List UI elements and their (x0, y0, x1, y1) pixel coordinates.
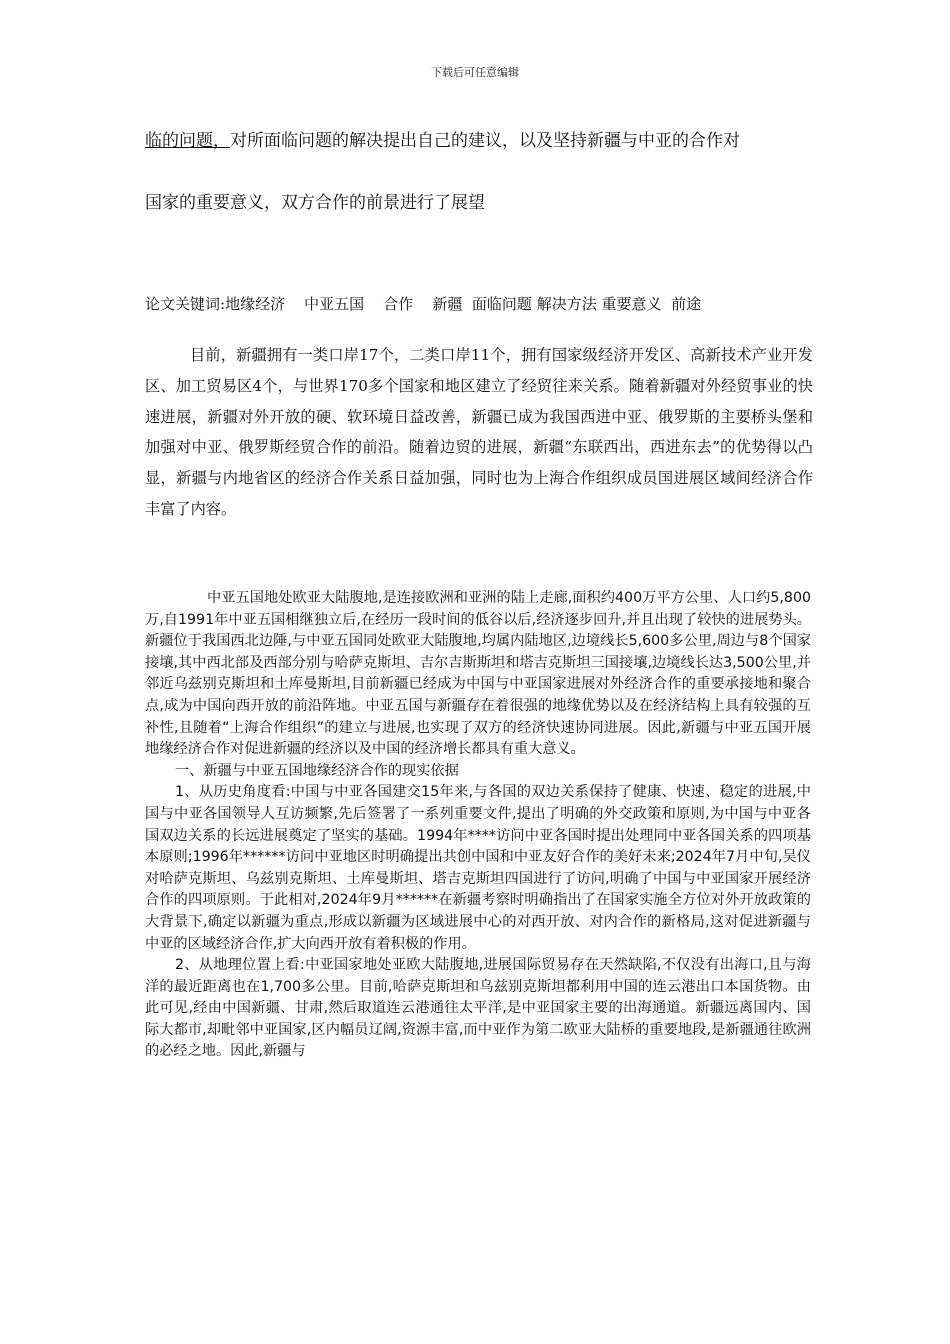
keyword-item: 中亚五国 (304, 295, 365, 313)
main-body (145, 588, 811, 1063)
keyword-item: 解决方法 (536, 295, 597, 313)
abstract-line-2: 国家的重要意义，双方合作的前景进行了展望 (145, 193, 485, 213)
keyword-item: 重要意义 (601, 295, 662, 313)
keyword-item: 合作 (383, 295, 414, 313)
keyword-item: 面临问题 (471, 295, 532, 313)
body-paragraph-3: 2、从地理位置上看:中亚国家地处亚欧大陆腹地,进展国际贸易存在天然缺陷,不仅没有出海口,且与海洋的最近距离也在1,700多公里。目前,哈萨克斯坦和乌兹别克斯坦都利用中国的连云港出口本国货物。由此可见,经由中国新疆、甘肃,然后取道连云港通往太平洋,是中亚国家主要的出海通道。新疆远离国内、国际大都市,却毗邻中亚国家,区内幅员辽阔,资源丰富,而中亚作为第二欧亚大陆桥的重要地段,是新疆通往欧洲的必经之地。因此,新疆与 (145, 957, 811, 1060)
body-paragraph-2: 1、从历史角度看:中国与中亚各国建交15年来,与各国的双边关系保持了健康、快速、稳定的进展,中国与中亚各国领导人互访频繁,先后签署了一系列重要文件,提出了明确的外交政策和原则,为中国与中亚各国双边关系的长远进展奠定了坚实的基础。1994年****访问中亚各国时提出处理同中亚各国关系的四项基本原则;1996年******访问中亚地区时明确提出共创中国和中亚友好合作的美好未来;2024年7月中旬,吴仪对哈萨克斯坦、乌兹别克斯坦、土库曼斯坦、塔吉克斯坦四国进行了访问,明确了中国与中亚国家开展经济合作的四项原则。于此相对,2024年9月******在新疆考察时明确指出了在国家实施全方位对外开放政策的大背景下,确定以新疆为重点,形成以新疆为区域进展中心的对西开放、对内合作的新格局,这对促进新疆与中亚的区域经济合作,扩大向西开放有着积极的作用。 (145, 784, 811, 952)
keywords-label: 论文关键词: (145, 295, 226, 313)
section-heading-1: 一、新疆与中亚五国地缘经济合作的现实依据 (175, 762, 459, 779)
keyword-item: 新疆 (432, 295, 463, 313)
abstract-underlined-text: 临的问题， (145, 131, 230, 151)
intro-paragraph: 目前，新疆拥有一类口岸17个，二类口岸11个，拥有国家级经济开发区、高新技术产业开发区、加工贸易区4个，与世界170多个国家和地区建立了经贸往来关系。随着新疆对外经贸事业的快速进展，新疆对外开放的硬、软环境日益改善，新疆已成为我国西进中亚、俄罗斯的主要桥头堡和加强对中亚、俄罗斯经贸合作的前沿。随着边贸的进展，新疆“东联西出，西进东去”的优势得以凸显，新疆与内地省区的经济合作关系日益加强，同时也为上海合作组织成员国进展区域间经济合作丰富了内容。 (145, 346, 813, 518)
keyword-item: 地缘经济 (225, 295, 286, 313)
keyword-item: 前途 (671, 295, 702, 313)
abstract-line-1-text: 对所面临问题的解决提出自己的建议，以及坚持新疆与中亚的合作对 (230, 131, 740, 151)
keywords-line (145, 293, 701, 314)
body-paragraph-1: 中亚五国地处欧亚大陆腹地,是连接欧洲和亚洲的陆上走廊,面积约400万平方公里、人口约5,800万,自1991年中亚五国相继独立后,在经历一段时间的低谷以后,经济逐步回升,并且出现了较快的进展势头。新疆位于我国西北边陲,与中亚五国同处欧亚大陆腹地,均属内陆地区,边境线长5,600多公里,周边与8个国家接壤,其中西北部及西部分别与哈萨克斯坦、吉尔吉斯斯坦和塔吉克斯坦三国接壤,边境线长达3,500公里,并邻近乌兹别克斯坦和土库曼斯坦,目前新疆已经成为中国与中亚国家进展对外经济合作的重要承接地和聚合点,成为中国向西开放的前沿阵地。中亚五国与新疆存在着很强的地缘优势以及在经济结构上具有较强的互补性,且随着“上海合作组织”的建立与进展,也实现了双方的经济快速协同进展。因此,新疆与中亚五国开展地缘经济合作对促进新疆的经济以及中国的经济增长都具有重大意义。 (145, 590, 811, 758)
abstract-line-1 (145, 126, 815, 151)
page-header: 下载后可任意编辑 (431, 66, 519, 79)
